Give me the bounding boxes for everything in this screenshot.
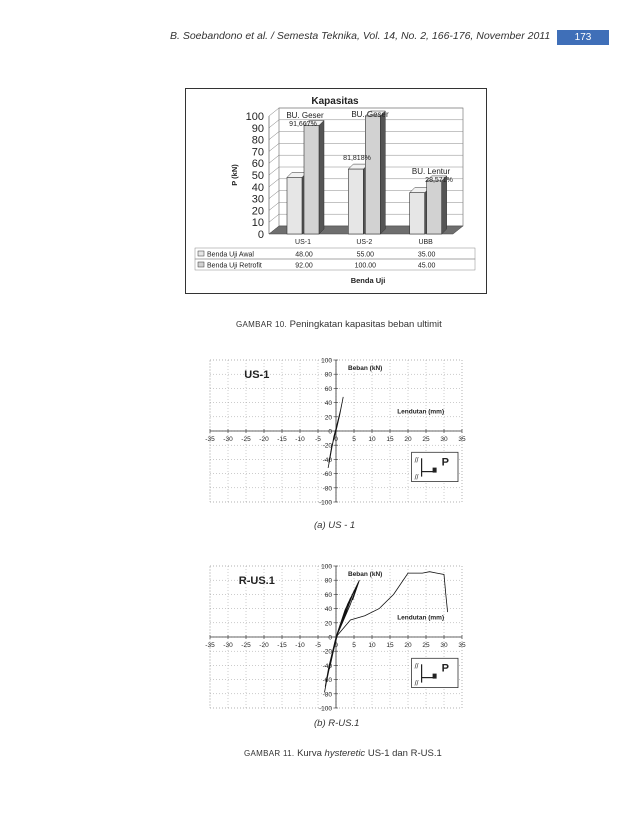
y-tick-label: 40 <box>251 181 264 194</box>
y-tick-label: -40 <box>322 662 332 670</box>
page-number-badge: 173 <box>557 30 609 45</box>
table-cell: 48.00 <box>295 251 313 259</box>
x-tick-label: -20 <box>259 436 269 443</box>
annotation-percent: 81,818% <box>343 155 371 162</box>
bar-side <box>442 176 447 234</box>
x-tick-label: 5 <box>352 642 356 649</box>
running-header <box>0 30 638 46</box>
figure11a-hysteretic-chart <box>200 352 475 512</box>
chart-title: US-1 <box>244 369 270 382</box>
x-tick-label: 15 <box>386 642 394 649</box>
x-tick-label: 35 <box>458 642 466 649</box>
y-tick-label: 80 <box>324 577 332 585</box>
x-tick-label: 25 <box>422 642 430 649</box>
figure11-caption <box>244 748 442 759</box>
y-tick-label: 50 <box>251 170 264 182</box>
y-tick-label: 30 <box>251 193 264 206</box>
table-cell: 92.00 <box>295 262 313 270</box>
setup-icon-load-point <box>433 674 437 679</box>
table-cell: 45.00 <box>417 262 436 270</box>
x-tick-label: 0 <box>334 436 338 443</box>
setup-icon-frame <box>412 452 458 481</box>
y-tick-label: 0 <box>328 428 332 436</box>
x-axis-label: Lendutan (mm) <box>397 614 445 622</box>
annotation-type: BU. Geser <box>286 111 324 120</box>
x-tick-label: 30 <box>440 642 448 649</box>
setup-icon-hatch-bottom: // <box>414 474 419 482</box>
figure11-caption-italic: hysteretic <box>324 748 366 759</box>
y-axis-label: P (kN) <box>230 164 239 186</box>
chart-title: Kapasitas <box>311 96 359 107</box>
test-setup-icon <box>412 658 458 687</box>
x-tick-label: 5 <box>352 436 356 443</box>
y-tick-label: 20 <box>324 620 332 628</box>
setup-icon-label: P <box>441 456 449 469</box>
series-envelope <box>336 572 448 637</box>
x-tick-label: 20 <box>404 642 412 649</box>
x-tick-label: -30 <box>223 436 233 443</box>
annotation-type: BU. Lentur <box>411 167 451 176</box>
y-tick-label: 80 <box>251 134 264 147</box>
x-tick-label: -15 <box>277 436 287 443</box>
x-tick-label: -15 <box>277 642 287 649</box>
y-tick-label: -20 <box>322 442 332 450</box>
legend-swatch <box>198 251 204 256</box>
x-tick-label: 35 <box>458 436 466 443</box>
figure10-caption-label: GAMBAR 10. <box>236 320 288 329</box>
y-tick-label: -100 <box>318 499 332 507</box>
x-tick-label: 25 <box>422 436 430 443</box>
table-cell: 35.00 <box>417 251 436 259</box>
x-tick-label: 20 <box>404 436 412 443</box>
x-tick-label: -5 <box>315 436 321 443</box>
x-tick-label: -30 <box>223 642 233 649</box>
category-label: UBB <box>418 239 433 246</box>
bar-side <box>319 120 324 234</box>
y-tick-label: 20 <box>324 414 332 422</box>
x-axis-label: Lendutan (mm) <box>397 408 445 416</box>
figure10-bar-chart <box>185 88 487 294</box>
x-tick-label: -25 <box>241 642 251 649</box>
y-tick-label: 60 <box>324 385 332 393</box>
bar-benda-uji-retrofit <box>365 116 380 234</box>
figure10-caption <box>236 319 442 330</box>
x-tick-label: 0 <box>334 642 338 649</box>
y-tick-label: 80 <box>324 371 332 379</box>
y-tick-label: -40 <box>322 456 332 464</box>
y-tick-label: 100 <box>245 111 264 123</box>
x-tick-label: 30 <box>440 436 448 443</box>
annotation-percent: 28,571% <box>425 177 453 184</box>
figure11-caption-post: US-1 dan R-US.1 <box>367 748 442 759</box>
x-tick-label: -35 <box>205 642 215 649</box>
x-tick-label: -5 <box>315 642 321 649</box>
bar-benda-uji-awal <box>348 169 363 234</box>
x-axis-label: Benda Uji <box>350 276 386 285</box>
y-tick-label: 10 <box>251 217 264 230</box>
bar-benda-uji-awal <box>410 193 425 234</box>
setup-icon-frame <box>412 658 458 687</box>
legend-label: Benda Uji Awal <box>207 251 254 259</box>
category-label: US-1 <box>295 239 311 246</box>
y-tick-label: -80 <box>322 485 332 493</box>
setup-icon-hatch-top: // <box>414 457 419 465</box>
y-tick-label: -60 <box>322 677 332 685</box>
chart-title: R-US.1 <box>238 575 275 588</box>
y-tick-label: -60 <box>322 471 332 479</box>
y-tick-label: 40 <box>324 606 332 614</box>
y-axis-label: Beban (kN) <box>348 365 383 372</box>
y-tick-label: 40 <box>324 400 332 408</box>
y-tick-label: 70 <box>251 146 264 159</box>
annotation-type: BU. Geser <box>351 110 389 119</box>
y-tick-label: 100 <box>321 563 332 571</box>
setup-icon-hatch-top: // <box>414 663 419 671</box>
setup-icon-hatch-bottom: // <box>414 680 419 688</box>
setup-icon-load-point <box>433 468 437 473</box>
table-cell: 55.00 <box>356 251 375 259</box>
setup-icon-label: P <box>441 662 449 675</box>
bar-benda-uji-retrofit <box>304 125 319 234</box>
y-tick-label: 0 <box>257 229 264 241</box>
bar-side <box>380 111 385 234</box>
bar-benda-uji-retrofit <box>427 181 442 234</box>
figure11-caption-label: GAMBAR 11. <box>244 749 295 758</box>
figure11a-subcaption: (a) US - 1 <box>314 520 356 531</box>
category-label: US-2 <box>356 239 373 246</box>
figure11b-subcaption: (b) R-US.1 <box>314 718 360 729</box>
y-tick-label: 0 <box>328 634 332 642</box>
figure10-caption-text: Peningkatan kapasitas beban ultimit <box>289 319 442 330</box>
x-tick-label: -20 <box>259 642 269 649</box>
legend-swatch <box>198 262 204 267</box>
y-tick-label: 90 <box>251 122 264 135</box>
y-axis-label: Beban (kN) <box>348 571 383 578</box>
test-setup-icon <box>412 452 458 481</box>
running-head-text: B. Soebandono et al. / Semesta Teknika, Vol. 14, No. 2, 166-176, November 2011 <box>170 30 551 42</box>
x-tick-label: 15 <box>386 436 394 443</box>
legend-label: Benda Uji Retrofit <box>207 262 262 270</box>
x-tick-label: -25 <box>241 436 251 443</box>
table-cell: 100.00 <box>354 262 377 270</box>
figure11b-hysteretic-chart <box>200 558 475 718</box>
y-tick-label: 60 <box>251 158 264 171</box>
x-tick-label: -10 <box>295 642 305 649</box>
y-tick-label: 100 <box>321 357 332 365</box>
y-tick-label: 60 <box>324 591 332 599</box>
x-tick-label: 10 <box>368 642 376 649</box>
x-tick-label: -10 <box>295 436 305 443</box>
figure11-caption-pre: Kurva <box>297 748 322 759</box>
x-tick-label: -35 <box>205 436 215 443</box>
y-tick-label: -100 <box>318 705 332 713</box>
bar-benda-uji-awal <box>287 177 302 234</box>
y-tick-label: -80 <box>322 691 332 699</box>
x-tick-label: 10 <box>368 436 376 443</box>
y-tick-label: 20 <box>251 205 264 218</box>
annotation-percent: 91,667% <box>289 121 317 128</box>
y-tick-label: -20 <box>322 648 332 656</box>
